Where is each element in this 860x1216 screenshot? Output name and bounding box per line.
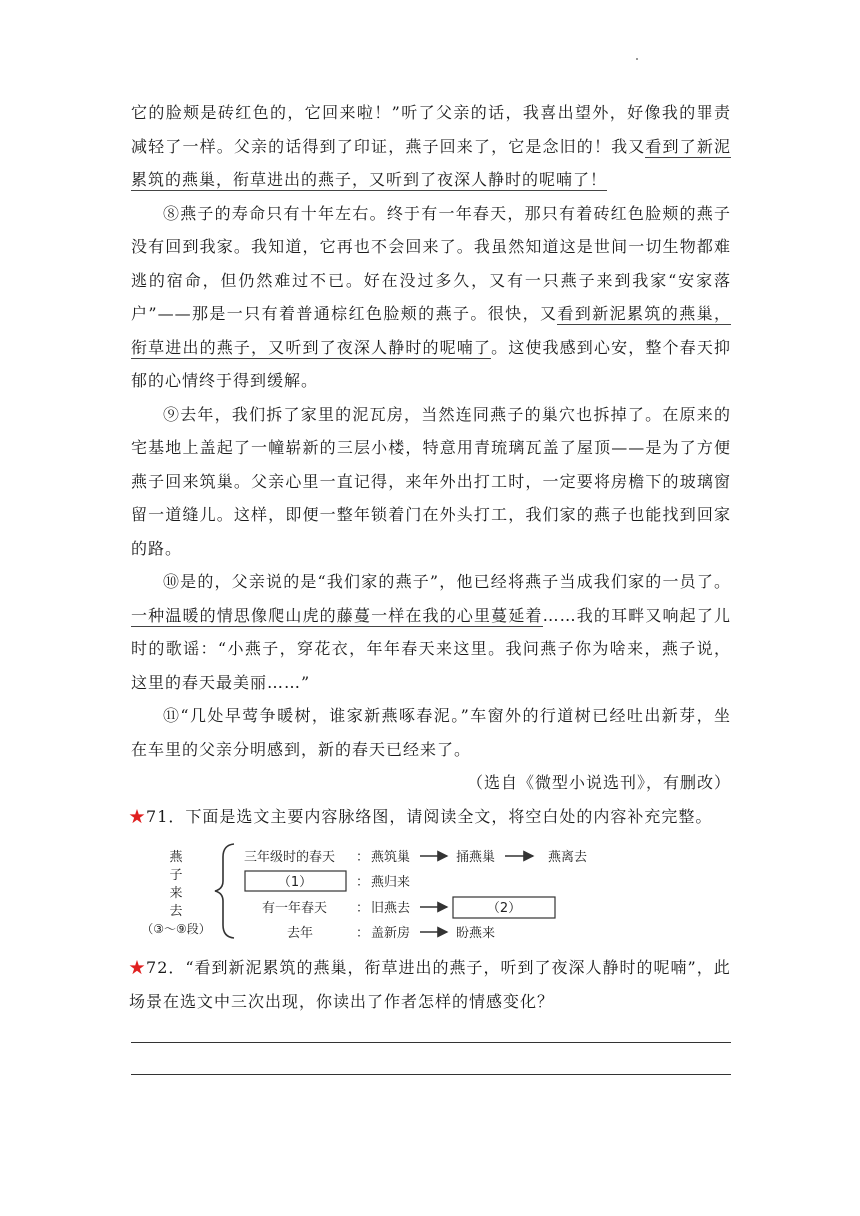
answer-line-2[interactable] <box>131 1074 731 1075</box>
p10-underlined: 一种温暖的情思像爬山虎的藤蔓一样在我的心里蔓延着 <box>131 605 543 625</box>
p7-line-1: 它的脸颊是砖红色的，它回来啦！”听了父亲的话，我喜出望外，好像我的罪责 <box>131 103 731 122</box>
row4-label: 去年 <box>287 926 314 941</box>
question-72-text: 72．“看到新泥累筑的燕巢，衔草进出的燕子，听到了夜深人静时的呢喃”，此场景在选文中三次出现，你读出了作者怎样的情感变化？ <box>129 958 731 1011</box>
star-icon: ★ <box>129 958 147 977</box>
p10-text-a: ⑩是的，父亲说的是“我们家的燕子”，他已经将燕子当成我们家的一员了。 <box>163 572 731 591</box>
left-label-1: 燕 <box>169 850 183 865</box>
header-dot <box>636 58 638 60</box>
p7-line-2: 减轻了一样。父亲的话得到了印证，燕子回来了，它是念旧的！我又 <box>131 136 646 156</box>
p8-text-b: 。这使我感到心安，整个春天抑郁的心情终于得到缓解。 <box>131 337 731 390</box>
row1-c: 燕离去 <box>548 850 588 865</box>
paragraph-7-tail <box>131 96 731 197</box>
row2-a: 燕归来 <box>371 875 411 890</box>
left-label-2: 子 <box>169 868 183 883</box>
p10-text-b: ……我的耳畔又响起了儿时的歌谣：“小燕子，穿花衣，年年春天来这里。我问燕子你为啥来，燕子说，这里的春天最美丽……” <box>131 605 731 692</box>
p8-underlined: 看到新泥累筑的燕巢，衔草进出的燕子，又听到了夜深人静时的呢喃了 <box>131 304 731 357</box>
row1-b: 捅燕巢 <box>456 850 496 865</box>
source-citation: （选自《微型小说选刊》，有删改） <box>466 773 731 792</box>
row4-a: 盖新房 <box>371 926 411 941</box>
brace <box>215 844 234 938</box>
left-label-3: 来 <box>169 886 183 901</box>
left-sub-label: （③～⑨段） <box>141 922 211 936</box>
row1-label: 三年级时的春天 <box>244 850 336 865</box>
row3-label: 有一年春天 <box>262 901 328 916</box>
paragraph-8 <box>131 197 731 398</box>
paragraph-10 <box>131 565 731 699</box>
paragraph-11: ⑪“几处早莺争暖树，谁家新燕啄春泥。”车窗外的行道树已经吐出新芽，坐在车里的父亲分明感到，新的春天已经来了。 <box>131 706 731 759</box>
question-72 <box>129 951 731 1018</box>
row4-colon: ： <box>356 926 370 941</box>
question-71-text: 71．下面是选文主要内容脉络图，请阅读全文，将空白处的内容补充完整。 <box>146 806 713 826</box>
outline-diagram <box>131 841 731 943</box>
blank-1-label: （1） <box>277 875 313 890</box>
row1-colon: ： <box>356 850 370 865</box>
row3-a: 旧燕去 <box>371 901 411 916</box>
blank-2-label: （2） <box>486 901 522 916</box>
p7-underline-b: 累筑的燕巢，衔草进出的燕子，又听到了夜深人静时的呢喃了！ <box>131 170 608 189</box>
document-body <box>131 96 731 1075</box>
p8-text-a: ⑧燕子的寿命只有十年左右。终于有一年春天，那只有着砖红色脸颊的燕子没有回到我家。我知道，它再也不会回来了。我虽然知道这是世间一切生物都难逃的宿命，但仍然难过不已。好在没过多久，又有一只燕子来到我家“安家落户”——那是一只有着普通棕红色脸颊的燕子。很快，又 <box>131 203 731 323</box>
question-71 <box>129 800 731 834</box>
left-label-4: 去 <box>169 904 183 919</box>
row1-a: 燕筑巢 <box>371 850 411 865</box>
paragraph-9: ⑨去年，我们拆了家里的泥瓦房，当然连同燕子的巢穴也拆掉了。在原来的宅基地上盖起了一幢崭新的三层小楼，特意用青琉璃瓦盖了屋顶——是为了方便燕子回来筑巢。父亲心里一直记得，来年外出打工时，一定要将房檐下的玻璃窗留一道缝儿。这样，即便一整年锁着门在外头打工，我们家的燕子也能找到回家的路。 <box>131 404 731 558</box>
row3-colon: ： <box>356 901 370 916</box>
diagram-svg <box>131 841 731 943</box>
star-icon: ★ <box>129 806 147 826</box>
row2-colon: ： <box>356 875 370 890</box>
p7-underline-a: 看到了新泥 <box>645 136 731 156</box>
row4-b: 盼燕来 <box>456 926 496 941</box>
